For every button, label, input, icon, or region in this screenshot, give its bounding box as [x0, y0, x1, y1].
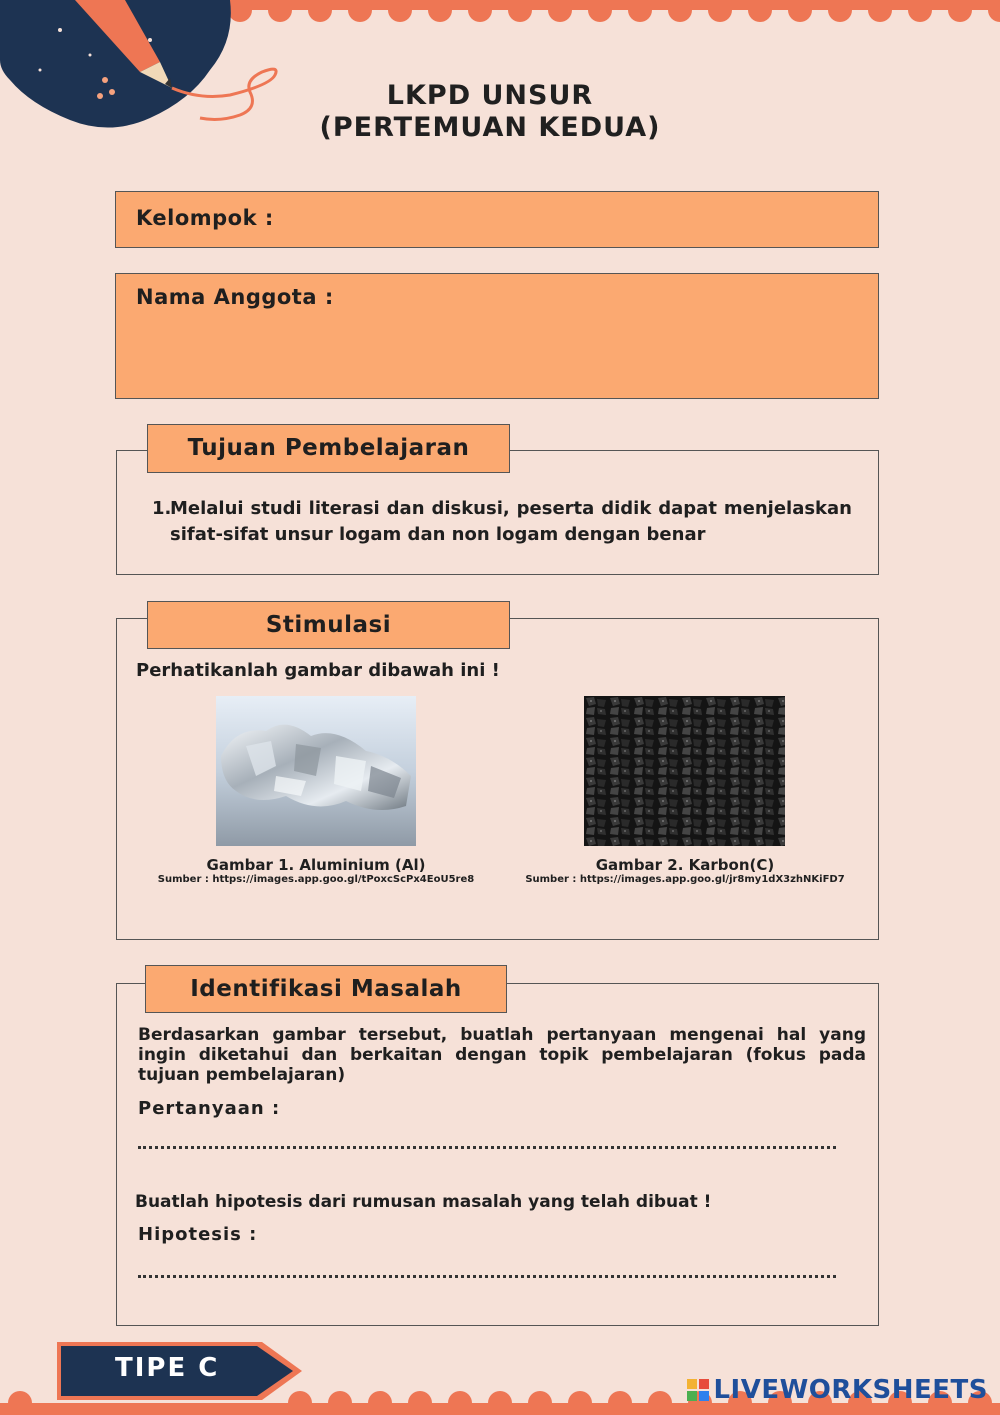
liveworksheets-brand: LIVEWORKSHEETS	[713, 1375, 988, 1405]
nama-anggota-label: Nama Anggota :	[136, 285, 334, 309]
karbon-caption-title: Gambar 2. Karbon(C)	[595, 856, 775, 874]
identifikasi-instruction: Berdasarkan gambar tersebut, buatlah pertanyaan mengenai hal yang ingin diketahui dan berkaitan dengan topik pembelajaran (fokus pada tujuan pembelajaran)	[138, 1025, 866, 1085]
karbon-image	[584, 696, 785, 846]
tujuan-item	[152, 496, 852, 548]
tujuan-heading: Tujuan Pembelajaran	[147, 424, 510, 473]
hipotesis-label: Hipotesis :	[138, 1224, 258, 1245]
tipe-label: TIPE C	[115, 1353, 220, 1383]
nama-anggota-field[interactable]	[115, 273, 879, 399]
karbon-caption	[500, 856, 870, 886]
stimulasi-heading: Stimulasi	[147, 601, 510, 649]
karbon-caption-source: Sumber : https://images.app.goo.gl/jr8my1dX3zhNKiFD7	[525, 874, 845, 885]
aluminium-caption-source: Sumber : https://images.app.goo.gl/tPoxcScPx4EoU5re8	[157, 874, 475, 885]
pertanyaan-label: Pertanyaan :	[138, 1098, 281, 1119]
hipotesis-answer-line[interactable]	[138, 1275, 836, 1278]
pencil-decoration-icon	[0, 0, 300, 150]
aluminium-caption-title: Gambar 1. Aluminium (Al)	[206, 856, 426, 874]
aluminium-caption	[130, 856, 502, 886]
page-title	[280, 80, 700, 144]
kelompok-label: Kelompok :	[136, 206, 274, 230]
kelompok-field[interactable]	[115, 191, 879, 248]
tujuan-item-number: 1.	[152, 498, 172, 519]
tujuan-item-text: Melalui studi literasi dan diskusi, peserta didik dapat menjelaskan sifat-sifat unsur logam dan non logam dengan benar	[170, 498, 852, 545]
liveworksheets-logo-icon	[687, 1379, 709, 1401]
identifikasi-heading: Identifikasi Masalah	[145, 965, 507, 1013]
aluminium-image	[216, 696, 416, 846]
stimulasi-instruction: Perhatikanlah gambar dibawah ini !	[136, 660, 500, 681]
pertanyaan-answer-line[interactable]	[138, 1146, 836, 1149]
hipotesis-instruction: Buatlah hipotesis dari rumusan masalah yang telah dibuat !	[135, 1192, 712, 1212]
liveworksheets-watermark	[687, 1375, 988, 1405]
title-line-1: LKPD UNSUR	[386, 80, 594, 111]
title-line-2: (PERTEMUAN KEDUA)	[319, 112, 661, 143]
